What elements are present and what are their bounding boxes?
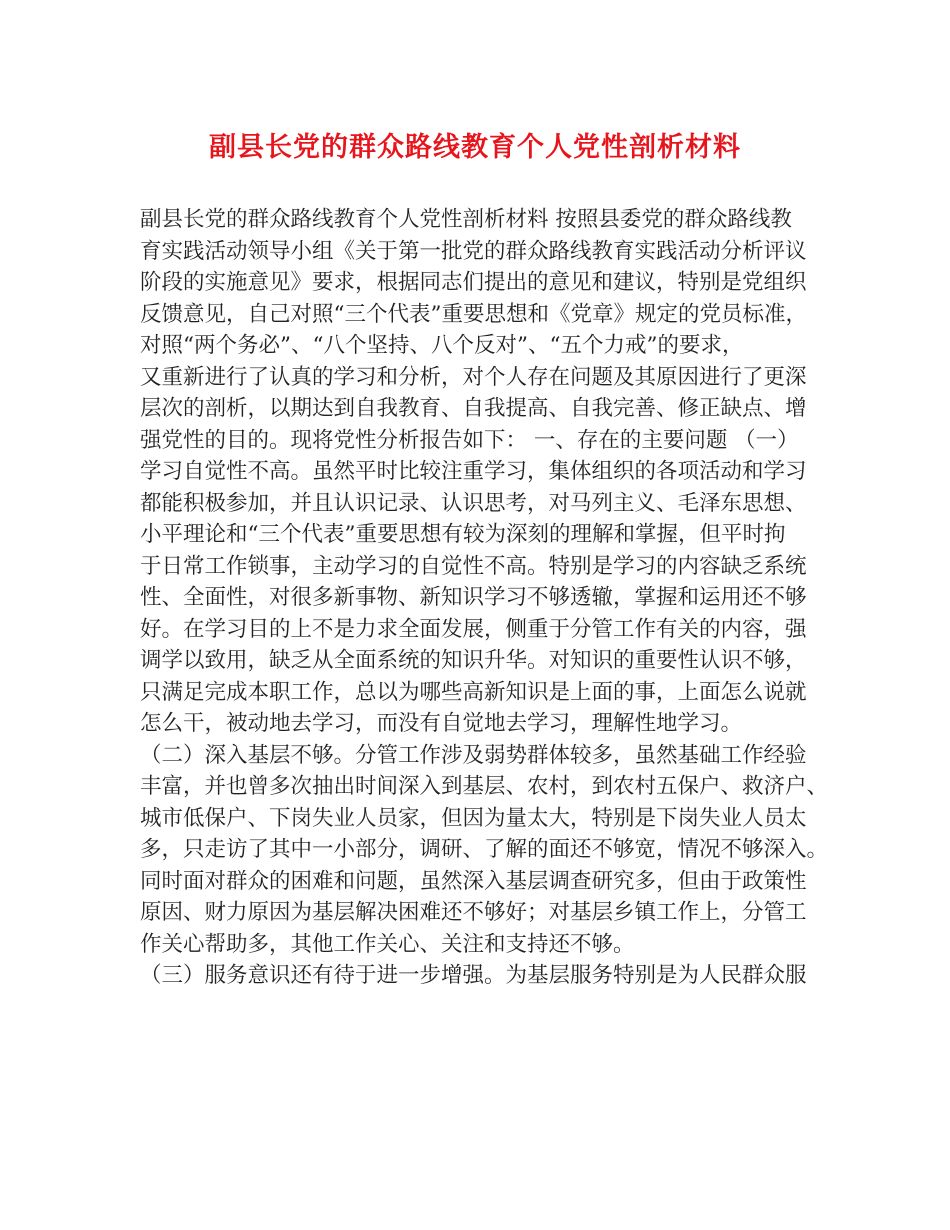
body-line: 调学以致用，缺乏从全面系统的知识升华。对知识的重要性认识不够， xyxy=(140,648,807,673)
body-line: 层次的剖析，以期达到自我教育、自我提高、自我完善、修正缺点、增 xyxy=(140,396,807,421)
body-line: 小平理论和“三个代表”重要思想有较为深刻的理解和掌握，但平时拘 xyxy=(140,522,786,547)
body-line: 反馈意见，自己对照“三个代表”重要思想和《党章》规定的党员标准， xyxy=(140,301,807,327)
body-line: 都能积极参加，并且认识记录、认识思考，对马列主义、毛泽东思想、 xyxy=(140,490,807,516)
body-line: 对照“两个务必”、“八个坚持、八个反对”、“五个力戒”的要求， xyxy=(140,333,744,358)
body-line: 于日常工作锁事，主动学习的自觉性不高。特别是学习的内容缺乏系统 xyxy=(140,553,807,579)
body-line: 副县长党的群众路线教育个人党性剖析材料 按照县委党的群众路线教 xyxy=(140,207,792,232)
body-line: 强党性的目的。现将党性分析报告如下： 一、存在的主要问题 （一） xyxy=(140,427,799,453)
body-line: 学习自觉性不高。虽然平时比较注重学习，集体组织的各项活动和学习 xyxy=(140,459,807,484)
body-line: （三）服务意识还有待于进一步增强。为基层服务特别是为人民群众服 xyxy=(140,963,807,988)
body-line: 原因、财力原因为基层解决困难还不够好；对基层乡镇工作上，分管工 xyxy=(140,900,807,925)
body-line: 城市低保户、下岗失业人员家，但因为量太大，特别是下岗失业人员太 xyxy=(140,805,807,831)
document-body xyxy=(140,204,830,992)
body-line: 又重新进行了认真的学习和分析，对个人存在问题及其原因进行了更深 xyxy=(140,364,807,390)
body-line: （二）深入基层不够。分管工作涉及弱势群体较多，虽然基础工作经验 xyxy=(140,742,807,768)
body-line: 阶段的实施意见》要求，根据同志们提出的意见和建议，特别是党组织 xyxy=(140,270,807,295)
document-title: 副县长党的群众路线教育个人党性剖析材料 xyxy=(209,132,741,163)
body-line: 只满足完成本职工作，总以为哪些高新知识是上面的事，上面怎么说就 xyxy=(140,679,807,705)
body-line: 怎么干，被动地去学习，而没有自觉地去学习，理解性地学习。 xyxy=(140,711,743,736)
body-line: 育实践活动领导小组《关于第一批党的群众路线教育实践活动分析评议 xyxy=(140,238,807,264)
body-line: 丰富，并也曾多次抽出时间深入到基层、农村，到农村五保户、救济户、 xyxy=(140,774,829,799)
body-line: 多，只走访了其中一小部分，调研、了解的面还不够宽，情况不够深入。 xyxy=(140,837,829,862)
body-line: 作关心帮助多，其他工作关心、关注和支持还不够。 xyxy=(140,931,635,957)
body-line: 性、全面性，对很多新事物、新知识学习不够透辙，掌握和运用还不够 xyxy=(140,585,807,610)
body-line: 同时面对群众的困难和问题，虽然深入基层调查研究多，但由于政策性 xyxy=(140,868,807,894)
body-line: 好。在学习目的上不是力求全面发展，侧重于分管工作有关的内容，强 xyxy=(140,616,807,642)
